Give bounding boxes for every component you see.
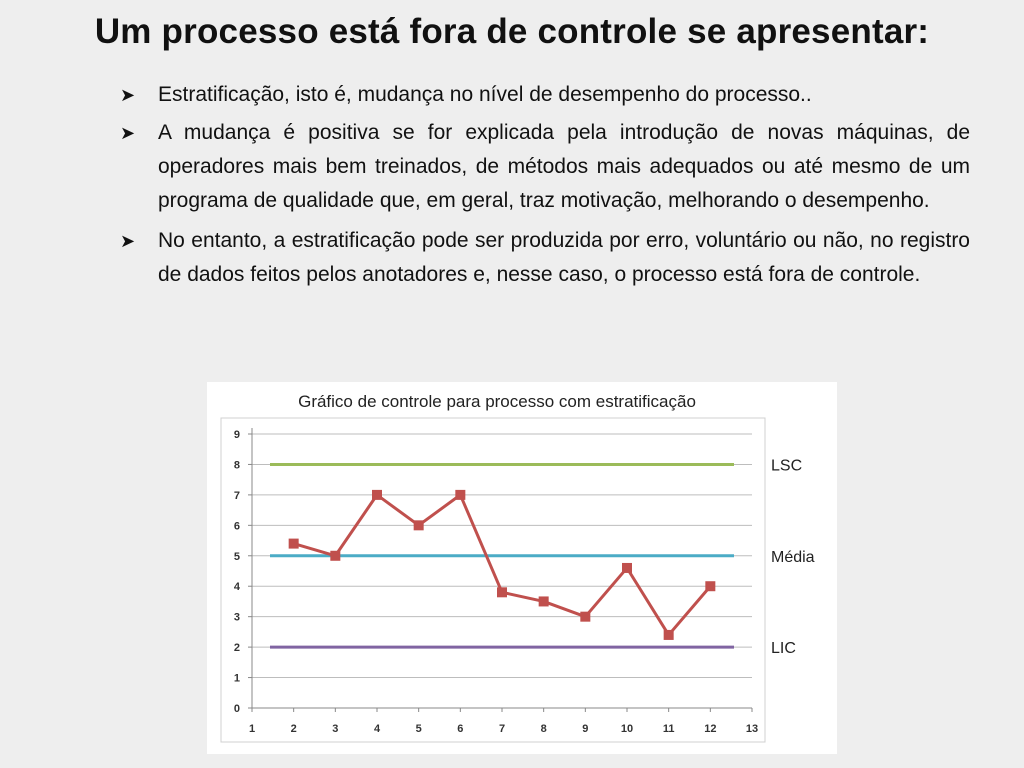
y-tick-label: 2: [233, 642, 240, 655]
y-tick-label: 6: [233, 520, 240, 533]
y-tick-label: 9: [233, 429, 240, 441]
x-tick-label: 12: [704, 723, 717, 735]
bullet-text: No entanto, a estratificação pode ser produzida por erro, voluntário ou não, no registro de dados feitos pelos anotadores e, nesse caso, o processo está fora de controle.: [158, 229, 970, 286]
bullet-item: [118, 116, 970, 218]
x-tick-label: 11: [662, 723, 675, 735]
bullet-text: Estratificação, isto é, mudança no nível de desempenho do processo..: [158, 83, 812, 106]
x-tick-label: 4: [373, 723, 381, 735]
reference-label: LIC: [771, 640, 796, 658]
chart-title: Gráfico de controle para processo com estratificação: [298, 392, 696, 411]
x-tick-label: 3: [332, 723, 339, 735]
data-point: [622, 563, 632, 573]
x-tick-label: 9: [582, 723, 589, 735]
y-tick-label: 0: [233, 703, 240, 715]
y-tick-label: 5: [233, 550, 240, 563]
control-chart: [207, 382, 837, 754]
data-point: [289, 539, 299, 549]
y-tick-label: 7: [233, 489, 240, 502]
grid-layer: [252, 434, 752, 708]
bullet-list: [118, 78, 970, 298]
arrow-bullet-icon: ➤: [120, 231, 136, 251]
y-tick-label: 8: [233, 459, 240, 472]
x-tick-label: 2: [290, 723, 297, 735]
y-tick-label: 1: [233, 672, 240, 685]
data-point: [372, 490, 382, 500]
x-tick-label: 7: [498, 723, 506, 735]
reference-label: Média: [771, 548, 815, 566]
data-point: [497, 587, 507, 597]
x-tick-label: 10: [620, 723, 634, 735]
x-tick-label: 6: [457, 723, 464, 735]
y-tick-label: 3: [233, 611, 240, 624]
series-line: [294, 495, 711, 635]
data-point: [455, 490, 465, 500]
slide-title: Um processo está fora de controle se apresentar:: [94, 12, 930, 51]
x-tick-label: 1: [248, 723, 256, 735]
x-tick-label: 13: [745, 723, 759, 735]
bullet-text: A mudança é positiva se for explicada pela introdução de novas máquinas, de operadores mais bem treinados, de métodos mais adequados ou até mesmo de um programa de qualidade que, em geral, traz motivação, melhorando o desempenho.: [158, 121, 970, 212]
reference-lines: [270, 457, 815, 657]
reference-label: LSC: [771, 457, 803, 475]
x-tick-label: 8: [540, 723, 547, 735]
plot-area-border: [221, 418, 765, 742]
series-layer: [289, 490, 716, 640]
data-point: [705, 581, 715, 591]
bullet-item: [118, 224, 970, 292]
arrow-bullet-icon: ➤: [120, 123, 136, 143]
data-point: [580, 612, 590, 622]
bullet-item: [118, 78, 970, 112]
data-point: [414, 520, 424, 530]
chart-svg: [207, 382, 837, 754]
arrow-bullet-icon: ➤: [120, 85, 136, 105]
data-point: [330, 551, 340, 561]
data-point: [539, 596, 549, 606]
y-tick-label: 4: [233, 581, 240, 594]
x-tick-label: 5: [415, 723, 422, 735]
data-point: [664, 630, 674, 640]
